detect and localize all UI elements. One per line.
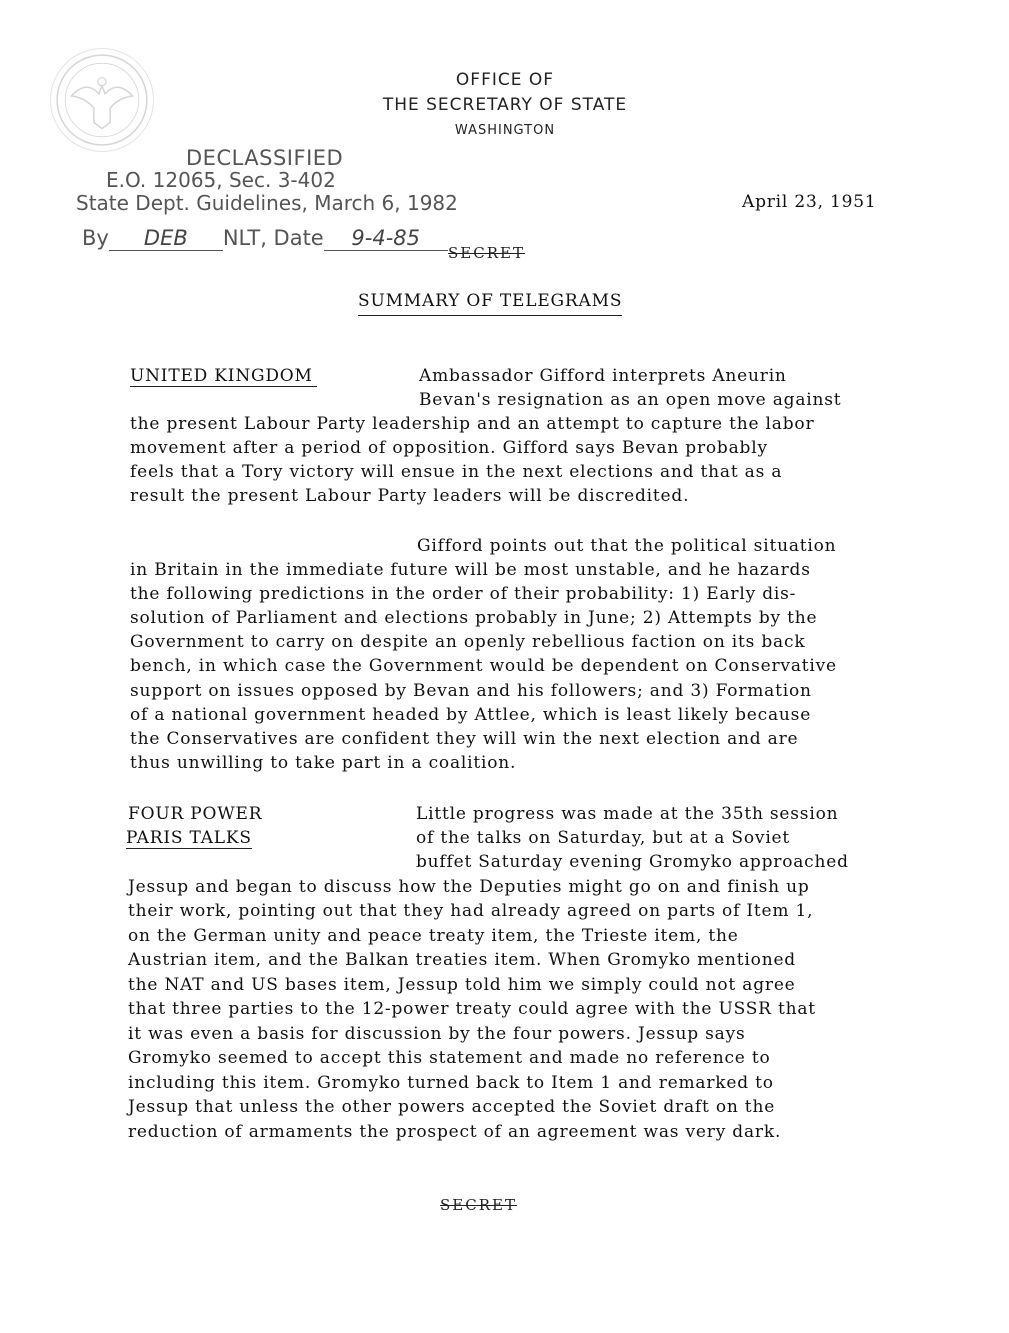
text-line: Jessup and began to discuss how the Deputies might go on and finish up <box>128 877 810 897</box>
text-line: reduction of armaments the prospect of an agreement was very dark. <box>128 1122 782 1142</box>
text-line: Little progress was made at the 35th session <box>416 804 839 824</box>
nlt-date-label: NLT, Date <box>222 226 324 250</box>
by-label: By <box>82 226 109 250</box>
text-line: on the German unity and peace treaty item, the Trieste item, the <box>128 926 739 946</box>
text-line: Bevan's resignation as an open move against <box>419 390 842 410</box>
text-line: their work, pointing out that they had already agreed on parts of Item 1, <box>128 901 814 921</box>
eagle-seal-icon <box>51 49 153 151</box>
text-line: result the present Labour Party leaders will be discredited. <box>130 486 690 506</box>
section-heading-paris-talks: PARIS TALKS <box>126 828 252 848</box>
text-line: in Britain in the immediate future will be most unstable, and he hazards <box>130 560 811 580</box>
text-line: movement after a period of opposition. Gifford says Bevan probably <box>130 438 768 458</box>
document-date: April 23, 1951 <box>742 192 877 212</box>
text-line: solution of Parliament and elections probably in June; 2) Attempts by the <box>130 608 818 628</box>
review-date: 9-4-85 <box>324 226 448 251</box>
text-line: Gromyko seemed to accept this statement and made no reference to <box>128 1048 771 1068</box>
text-line: of a national government headed by Attlee, which is least likely because <box>130 705 812 725</box>
section-heading-four-power: FOUR POWER <box>128 804 263 824</box>
letterhead-secretary: THE SECRETARY OF STATE <box>382 95 628 115</box>
text-line: that three parties to the 12-power treaty could agree with the USSR that <box>128 999 816 1019</box>
text-line: the NAT and US bases item, Jessup told him we simply could not agree <box>128 975 796 995</box>
reviewer-initials: DEB <box>109 226 223 251</box>
letterhead-office: OFFICE OF <box>455 70 555 90</box>
declassified-authority: E.O. 12065, Sec. 3-402 <box>106 168 336 192</box>
text-line: it was even a basis for discussion by the four powers. Jessup says <box>128 1024 746 1044</box>
text-line: Ambassador Gifford interprets Aneurin <box>419 366 787 386</box>
text-line: support on issues opposed by Bevan and his followers; and 3) Formation <box>130 681 812 701</box>
section-heading-united-kingdom: UNITED KINGDOM <box>130 366 317 387</box>
text-line: Jessup that unless the other powers accepted the Soviet draft on the <box>128 1097 776 1117</box>
page-title: SUMMARY OF TELEGRAMS <box>358 291 622 316</box>
declassified-stamp: DECLASSIFIED <box>186 146 344 170</box>
text-line: Gifford points out that the political situation <box>417 536 837 556</box>
text-line: the present Labour Party leadership and an attempt to capture the labor <box>130 414 815 434</box>
text-line: bench, in which case the Government would be dependent on Conservative <box>130 656 837 676</box>
text-line: thus unwilling to take part in a coalition. <box>130 753 517 773</box>
text-line: the following predictions in the order of their probability: 1) Early dis- <box>130 584 797 604</box>
classification-marking-bottom: SECRET <box>440 1196 517 1214</box>
text-line: buffet Saturday evening Gromyko approached <box>416 852 849 872</box>
text-line: Austrian item, and the Balkan treaties item. When Gromyko mentioned <box>128 950 796 970</box>
text-line: of the talks on Saturday, but at a Soviet <box>416 828 791 848</box>
classification-marking-top: SECRET <box>448 244 525 262</box>
text-line: feels that a Tory victory will ensue in the next elections and that as a <box>130 462 783 482</box>
declassified-by-line <box>82 226 448 251</box>
letterhead-city: WASHINGTON <box>454 123 556 138</box>
department-seal <box>50 48 154 152</box>
text-line: the Conservatives are confident they will win the next election and are <box>130 729 799 749</box>
declassified-guidelines: State Dept. Guidelines, March 6, 1982 <box>76 191 458 215</box>
text-line: including this item. Gromyko turned back to Item 1 and remarked to <box>128 1073 774 1093</box>
text-line: Government to carry on despite an openly rebellious faction on its back <box>130 632 806 652</box>
